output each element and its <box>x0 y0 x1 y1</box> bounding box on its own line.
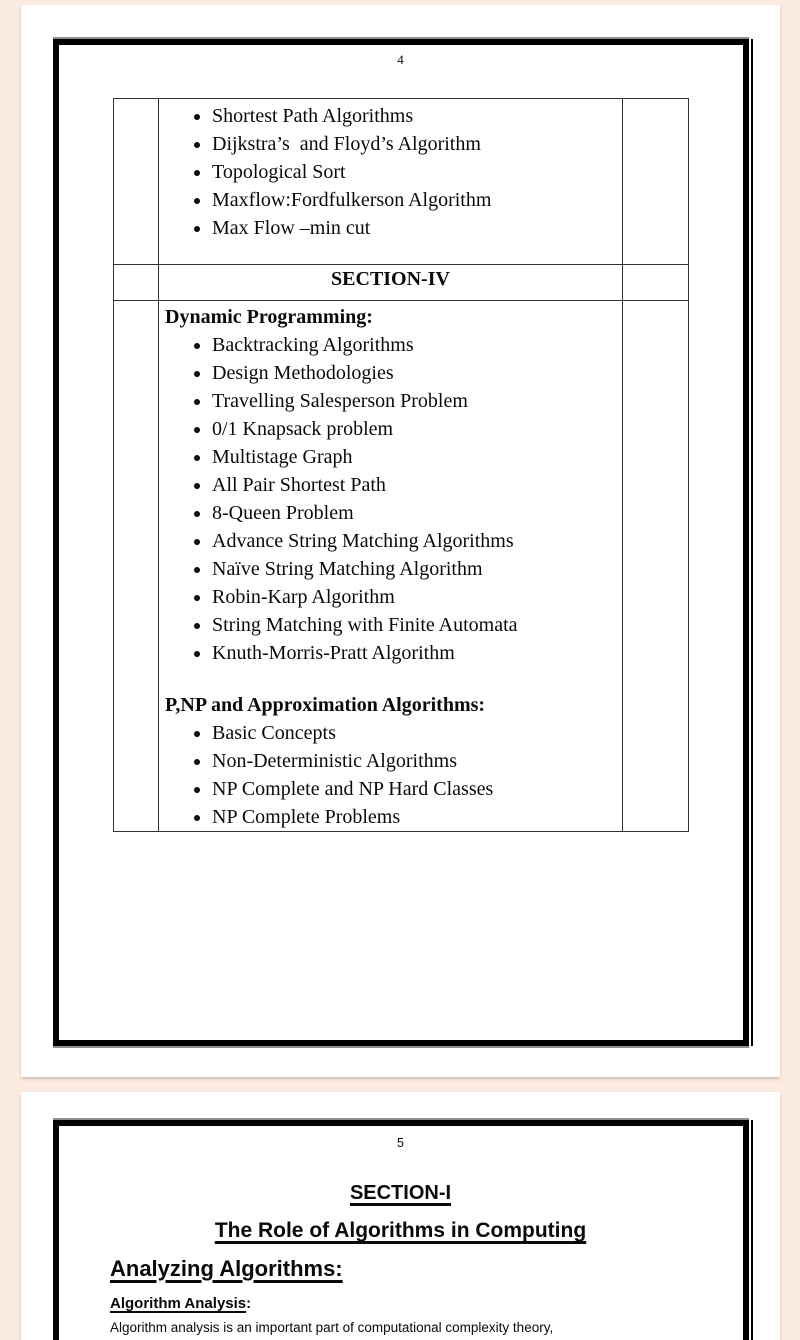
body-paragraph: Algorithm analysis is an important part of computational complexity theory, <box>110 1320 554 1335</box>
table-cell-topics <box>159 301 623 832</box>
table-row <box>114 301 689 832</box>
list-item: • String Matching with Finite Automata <box>212 611 620 639</box>
list-item: • NP Complete and NP Hard Classes <box>212 775 620 803</box>
chapter-title: The Role of Algorithms in Computing <box>214 1219 587 1242</box>
heading-analyzing-algorithms: Analyzing Algorithms: <box>110 1256 343 1281</box>
list-item: • Max Flow –min cut <box>212 214 620 242</box>
list-item: • Knuth-Morris-Pratt Algorithm <box>212 639 620 667</box>
subheading-colon: : <box>246 1295 252 1312</box>
list-item: • 0/1 Knapsack problem <box>212 415 620 443</box>
topic-group-heading: P,NP and Approximation Algorithms: <box>165 694 486 716</box>
section-title: SECTION-I <box>349 1182 452 1204</box>
list-item: • Shortest Path Algorithms <box>212 102 620 130</box>
list-item: • Backtracking Algorithms <box>212 331 620 359</box>
table-cell-topics <box>159 99 623 265</box>
list-item: • Travelling Salesperson Problem <box>212 387 620 415</box>
list-item: • NP Complete Problems <box>212 803 620 831</box>
topic-group-heading: Dynamic Programming: <box>165 306 373 328</box>
table-cell-hours <box>623 301 689 832</box>
section-header-cell: SECTION-IV <box>159 265 623 301</box>
document-page-5 <box>21 1092 780 1340</box>
page-number: 5 <box>397 1136 404 1150</box>
page-number: 4 <box>397 52 404 67</box>
topic-list <box>159 102 620 242</box>
syllabus-table <box>113 98 689 832</box>
list-item: • Design Methodologies <box>212 359 620 387</box>
list-item: • Basic Concepts <box>212 719 620 747</box>
list-item: • Robin-Karp Algorithm <box>212 583 620 611</box>
list-item: • 8-Queen Problem <box>212 499 620 527</box>
table-cell-hours <box>623 99 689 265</box>
document-page-4 <box>21 5 780 1077</box>
table-cell-unit <box>114 301 159 832</box>
table-cell-unit <box>114 99 159 265</box>
list-item: • Non-Deterministic Algorithms <box>212 747 620 775</box>
subheading-algorithm-analysis: Algorithm Analysis: <box>110 1295 252 1312</box>
topic-list <box>165 331 620 667</box>
list-item: • Multistage Graph <box>212 443 620 471</box>
list-item: • All Pair Shortest Path <box>212 471 620 499</box>
table-row <box>114 265 689 301</box>
list-item: • Topological Sort <box>212 158 620 186</box>
page-border-double-line <box>751 39 753 1046</box>
list-item: • Maxflow:Fordfulkerson Algorithm <box>212 186 620 214</box>
list-item: • Advance String Matching Algorithms <box>212 527 620 555</box>
table-row <box>114 99 689 265</box>
topic-list <box>165 719 620 831</box>
table-cell-unit <box>114 265 159 301</box>
table-cell-hours <box>623 265 689 301</box>
list-item: • Dijkstra’s and Floyd’s Algorithm <box>212 130 620 158</box>
list-item: • Naïve String Matching Algorithm <box>212 555 620 583</box>
